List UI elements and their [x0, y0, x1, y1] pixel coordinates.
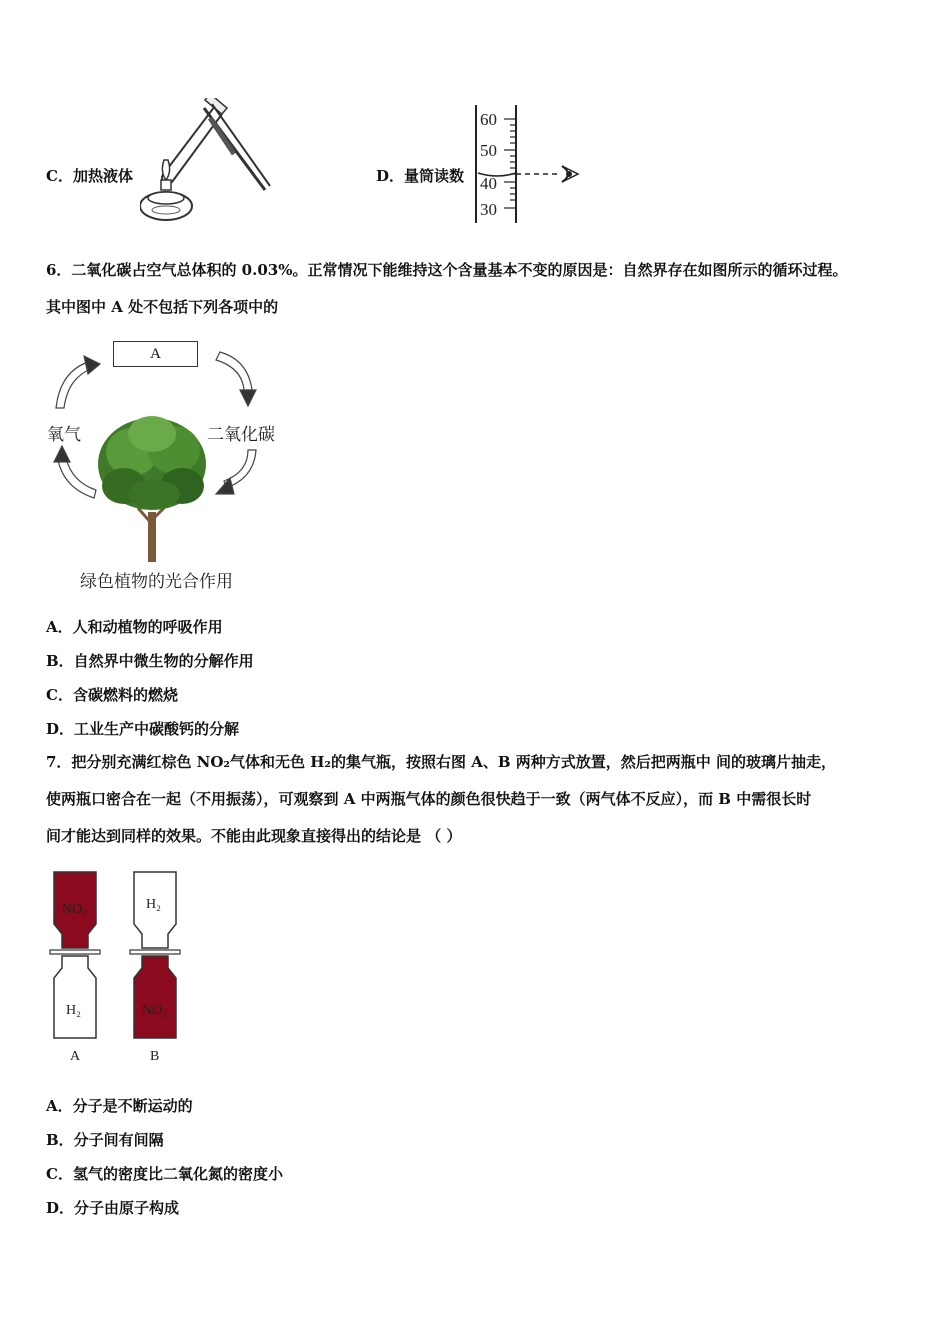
bottle-a-bottom	[54, 956, 96, 1038]
gas-bottles-figure	[44, 868, 189, 1068]
diagram-label-oxygen: 氧气	[47, 425, 81, 445]
bottle-b-bottom-label: NO₂	[142, 1003, 168, 1018]
q7-option-b: B．分子间有间隔	[46, 1131, 164, 1149]
graduated-cylinder-figure	[470, 103, 585, 225]
alcohol-lamp	[140, 160, 192, 220]
q6-option-c: C．含碳燃料的燃烧	[46, 686, 178, 704]
diagram-caption: 绿色植物的光合作用	[80, 572, 233, 592]
tick-label-30: 30	[480, 200, 497, 219]
q7-option-d: D．分子由原子构成	[46, 1199, 180, 1217]
question-6-stem-line-2: 其中图中 A 处不包括下列各项中的	[46, 298, 279, 316]
cylinder-tick-marks	[504, 119, 516, 208]
bottle-b-bottom	[134, 956, 176, 1038]
question-7-stem-line-2: 使两瓶口密合在一起（不用振荡），可观察到 A 中两瓶气体的颜色很快趋于一致（两气体不反应），而 B 中需很长时	[46, 790, 812, 808]
q7-option-a: A．分子是不断运动的	[46, 1097, 193, 1115]
diagram-label-carbon-dioxide: 二氧化碳	[207, 425, 275, 445]
bottle-pair-b	[130, 872, 180, 1064]
heating-liquid-figure	[140, 98, 275, 223]
question-6-stem-line-1: 6．二氧化碳占空气总体积的 0.03%。正常情况下能维持这个含量基本不变的原因是：自然界存在如图所示的循环过程。	[46, 261, 848, 279]
eye-icon	[562, 166, 578, 182]
bottle-a-top-label: NO₂	[62, 902, 88, 917]
option-c-heating-liquid: C．加热液体	[46, 167, 133, 185]
tick-label-50: 50	[480, 141, 497, 160]
label-a: A	[70, 1049, 81, 1064]
bottle-pair-a	[50, 872, 100, 1064]
bottle-a-bottom-label: H₂	[66, 1003, 81, 1018]
label-b: B	[150, 1049, 160, 1064]
tick-label-40: 40	[480, 174, 497, 193]
question-7-stem-line-3: 间才能达到同样的效果。不能由此现象直接得出的结论是 （ ）	[46, 827, 462, 845]
glass-plate-b	[130, 950, 180, 954]
carbon-cycle-diagram	[44, 338, 289, 593]
q6-option-a: A．人和动植物的呼吸作用	[46, 618, 223, 636]
tree-image	[94, 412, 214, 564]
q6-option-d: D．工业生产中碳酸钙的分解	[46, 720, 240, 738]
glass-plate-a	[50, 950, 100, 954]
diagram-box-a: A	[113, 341, 198, 367]
q6-option-b: B．自然界中微生物的分解作用	[46, 652, 254, 670]
option-d-cylinder-reading: D．量筒读数	[376, 167, 465, 185]
question-7-stem-line-1: 7．把分别充满红棕色 NO₂气体和无色 H₂的集气瓶，按照右图 A、B 两种方式放置，然后把两瓶中 间的玻璃片抽走，	[46, 753, 836, 771]
q7-option-c: C．氢气的密度比二氧化氮的密度小	[46, 1165, 283, 1183]
test-tube-holder	[204, 104, 270, 190]
bottle-b-top-label: H₂	[146, 897, 161, 912]
tick-label-60: 60	[480, 110, 497, 129]
